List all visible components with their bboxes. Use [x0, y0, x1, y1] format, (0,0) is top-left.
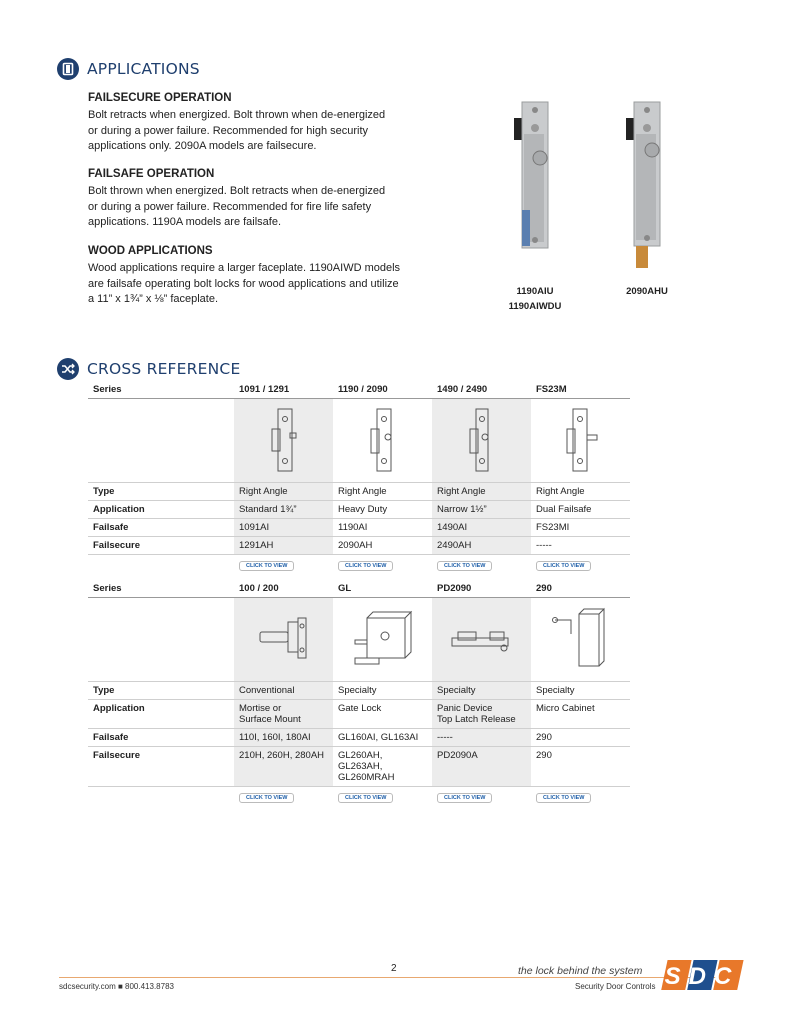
- svg-text:SDC: SDC: [664, 963, 740, 990]
- failsafe-cell: FS23MI: [531, 519, 630, 537]
- application-cell: Micro Cabinet: [531, 700, 630, 729]
- cross-reference-table-1: [88, 381, 630, 574]
- click-to-view-button[interactable]: CLICK TO VIEW: [338, 793, 393, 803]
- series-cell: 1490 / 2490: [432, 381, 531, 399]
- failsecure-cell: 210H, 260H, 280AH: [234, 747, 333, 787]
- failsecure-block: [88, 92, 428, 155]
- row-label-failsecure: Failsecure: [88, 747, 234, 787]
- table-row: [88, 519, 630, 537]
- row-label-application: Application: [88, 501, 234, 519]
- type-cell: Right Angle: [333, 483, 432, 501]
- product-label-1190aiu: 1190AIU 1190AIWDU: [508, 286, 562, 312]
- cross-reference-table-2: [88, 580, 630, 806]
- failsecure-cell: -----: [531, 537, 630, 555]
- table-row: [88, 501, 630, 519]
- product-drawing-gl: [333, 598, 432, 682]
- product-drawing-1091: [234, 399, 333, 483]
- row-label-failsafe: Failsafe: [88, 729, 234, 747]
- tagline: the lock behind the system: [518, 965, 643, 977]
- company-name: Security Door Controls: [575, 982, 656, 991]
- series-cell: 290: [531, 580, 630, 598]
- failsecure-cell: 290: [531, 747, 630, 787]
- table-row: [88, 555, 630, 575]
- click-to-view-button[interactable]: CLICK TO VIEW: [338, 561, 393, 571]
- click-to-view-button[interactable]: CLICK TO VIEW: [239, 793, 294, 803]
- failsecure-cell: 2490AH: [432, 537, 531, 555]
- type-cell: Right Angle: [531, 483, 630, 501]
- page-number: 2: [391, 963, 397, 974]
- row-label-failsecure: Failsecure: [88, 537, 234, 555]
- type-cell: Right Angle: [432, 483, 531, 501]
- table-row: [88, 598, 630, 682]
- footer-divider: [59, 977, 739, 978]
- product-image-2090ahu: [622, 100, 667, 275]
- click-to-view-button[interactable]: CLICK TO VIEW: [536, 561, 591, 571]
- failsafe-cell: 1091AI: [234, 519, 333, 537]
- failsafe-cell: 1490AI: [432, 519, 531, 537]
- product-label-2090ahu: 2090AHU: [626, 286, 668, 297]
- application-cell: Panic Device Top Latch Release: [432, 700, 531, 729]
- failsafe-cell: 110I, 160I, 180AI: [234, 729, 333, 747]
- series-cell: PD2090: [432, 580, 531, 598]
- failsafe-cell: 290: [531, 729, 630, 747]
- application-cell: Heavy Duty: [333, 501, 432, 519]
- row-label-series: Series: [88, 580, 234, 598]
- table-row: [88, 381, 630, 399]
- application-cell: Mortise or Surface Mount: [234, 700, 333, 729]
- series-cell: 1190 / 2090: [333, 381, 432, 399]
- product-drawing-fs23m: [531, 399, 630, 483]
- table-row: [88, 787, 630, 807]
- failsafe-cell: 1190AI: [333, 519, 432, 537]
- failsecure-text: Bolt retracts when energized. Bolt thrown when de-energized or during a power failure. Recommended for high security applications only. 2090A models are failsecure.: [88, 109, 386, 152]
- applications-title: APPLICATIONS: [87, 60, 200, 78]
- table-row: [88, 729, 630, 747]
- row-label-type: Type: [88, 682, 234, 700]
- product-image-1190aiu: [510, 100, 555, 255]
- table-row: [88, 747, 630, 787]
- table-row: [88, 700, 630, 729]
- wood-text: Wood applications require a larger faceplate. 1190AIWD models are failsafe operating bolt locks for wood applications and utilize a 11” x 1¾” x ⅛” faceplate.: [88, 262, 401, 305]
- wood-heading: WOOD APPLICATIONS: [88, 245, 213, 257]
- series-cell: FS23M: [531, 381, 630, 399]
- door-icon: [57, 58, 79, 80]
- table-row: [88, 399, 630, 483]
- cross-reference-header: [57, 358, 240, 380]
- row-label-failsafe: Failsafe: [88, 519, 234, 537]
- applications-header: [57, 58, 200, 80]
- failsafe-block: [88, 168, 428, 231]
- table-row: [88, 580, 630, 598]
- product-drawing-290: [531, 598, 630, 682]
- type-cell: Specialty: [531, 682, 630, 700]
- application-cell: Narrow 1½”: [432, 501, 531, 519]
- type-cell: Specialty: [333, 682, 432, 700]
- type-cell: Specialty: [432, 682, 531, 700]
- failsafe-text: Bolt thrown when energized. Bolt retracts when de-energized or during a power failure. Recommended for fire life safety applications. 1190A models are failsafe.: [88, 185, 386, 228]
- product-drawing-pd2090: [432, 598, 531, 682]
- failsecure-cell: PD2090A: [432, 747, 531, 787]
- sdc-logo: [660, 958, 744, 997]
- table-row: [88, 483, 630, 501]
- click-to-view-button[interactable]: CLICK TO VIEW: [437, 793, 492, 803]
- row-label-series: Series: [88, 381, 234, 399]
- footer-contact: sdcsecurity.com ■ 800.413.8783: [59, 982, 174, 991]
- series-cell: 1091 / 1291: [234, 381, 333, 399]
- failsafe-cell: -----: [432, 729, 531, 747]
- failsecure-cell: 1291AH: [234, 537, 333, 555]
- shuffle-icon: [57, 358, 79, 380]
- row-label-type: Type: [88, 483, 234, 501]
- failsecure-cell: GL260AH, GL263AH, GL260MRAH: [333, 747, 432, 787]
- click-to-view-button[interactable]: CLICK TO VIEW: [239, 561, 294, 571]
- click-to-view-button[interactable]: CLICK TO VIEW: [437, 561, 492, 571]
- application-cell: Gate Lock: [333, 700, 432, 729]
- application-cell: Standard 1¾”: [234, 501, 333, 519]
- failsafe-cell: GL160AI, GL163AI: [333, 729, 432, 747]
- wood-block: [88, 245, 428, 308]
- product-drawing-1190: [333, 399, 432, 483]
- cross-reference-title: CROSS REFERENCE: [87, 360, 241, 378]
- product-drawing-100: [234, 598, 333, 682]
- failsecure-cell: 2090AH: [333, 537, 432, 555]
- series-cell: GL: [333, 580, 432, 598]
- failsafe-heading: FAILSAFE OPERATION: [88, 168, 215, 180]
- product-drawing-1490: [432, 399, 531, 483]
- application-cell: Dual Failsafe: [531, 501, 630, 519]
- failsecure-heading: FAILSECURE OPERATION: [88, 92, 232, 104]
- table-row: [88, 537, 630, 555]
- table-row: [88, 682, 630, 700]
- type-cell: Conventional: [234, 682, 333, 700]
- row-label-application: Application: [88, 700, 234, 729]
- type-cell: Right Angle: [234, 483, 333, 501]
- click-to-view-button[interactable]: CLICK TO VIEW: [536, 793, 591, 803]
- series-cell: 100 / 200: [234, 580, 333, 598]
